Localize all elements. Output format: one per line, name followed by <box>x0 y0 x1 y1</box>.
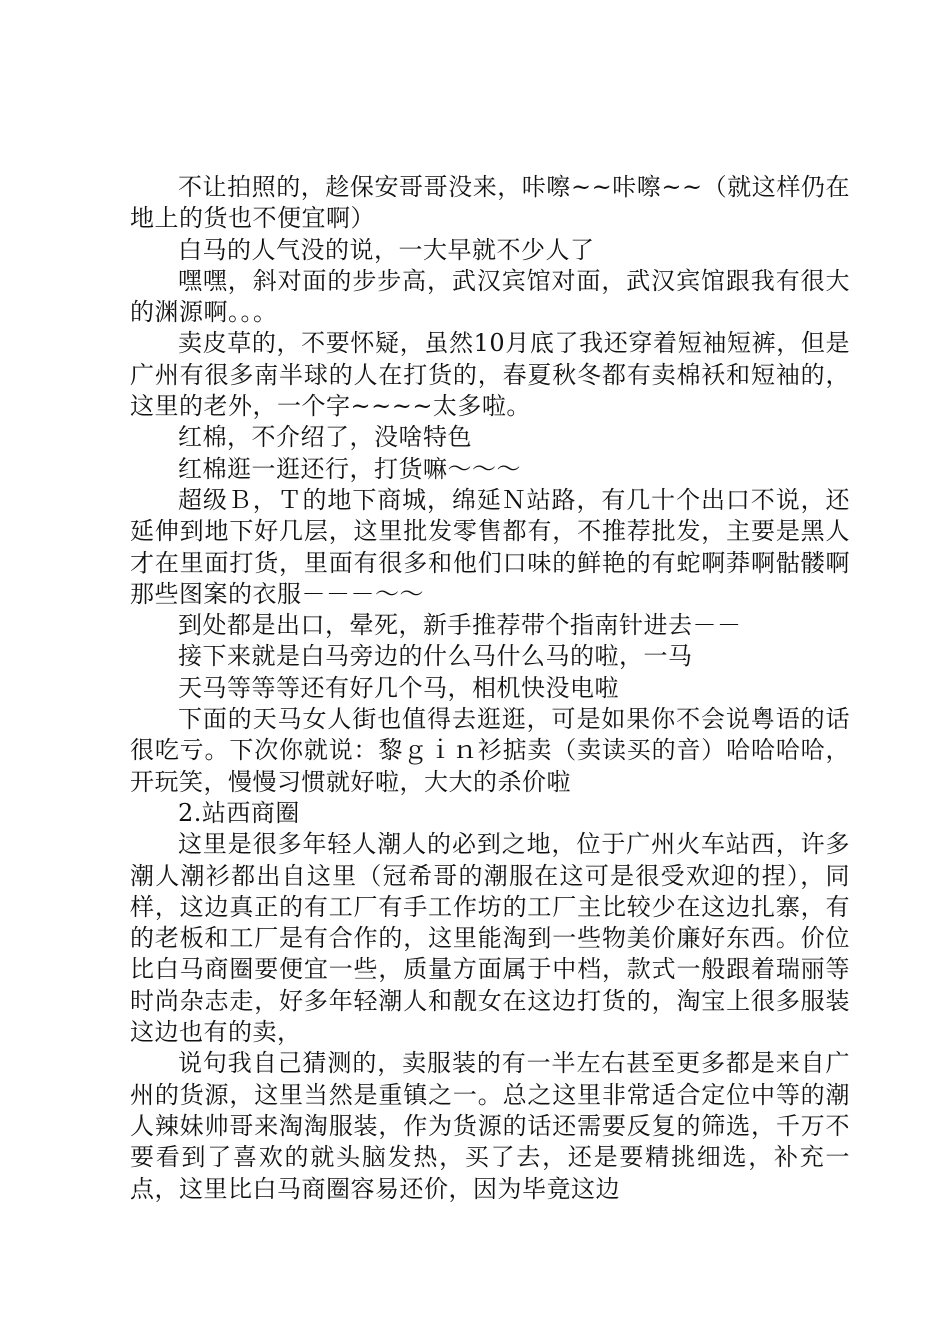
paragraph-hongmian-intro: 红棉，不介绍了，没啥特色 <box>178 423 472 452</box>
paragraph-fur-sellers: 卖皮草的，不要怀疑，虽然10月底了我还穿着短袖短裤，但是广州有很多南半球的人在打货的，春夏秋冬都有卖棉袄和短袖的，这里的老外，一个字~~~~太多啦。 <box>130 329 850 421</box>
section-heading-zhanxi: 2.站西商圈 <box>178 798 300 827</box>
paragraph-hongmian-shopping: 红棉逛一逛还行，打货嘛～～～ <box>178 454 521 483</box>
paragraph-women-street: 下面的天马女人街也值得去逛逛，可是如果你不会说粤语的话很吃亏。下次你就说：黎ｇｉｎ衫掂卖（卖读买的音）哈哈哈哈，开玩笑，慢慢习惯就好啦，大大的杀价啦 <box>130 705 850 796</box>
document-body <box>130 172 850 1205</box>
paragraph-exits: 到处都是出口，晕死，新手推荐带个指南针进去－－ <box>178 611 742 640</box>
paragraph-nearby-malls: 接下来就是白马旁边的什么马什么马的啦，一马 <box>178 642 693 671</box>
paragraph-baima-popularity: 白马的人气没的说，一大早就不少人了 <box>178 235 595 264</box>
paragraph-zhanxi-sources: 说句我自己猜测的，卖服装的有一半左右甚至更多都是来自广州的货源，这里当然是重镇之一。总之这里非常适合定位中等的潮人辣妹帅哥来淘淘服装，作为货源的话还需要反复的筛选，千万不要看到了喜欢的就头脑发热，买了去，还是要精挑细选，补充一点，这里比白马商圈容易还价，因为毕竟这边 <box>130 1049 850 1203</box>
paragraph-tianma: 天马等等等还有好几个马，相机快没电啦 <box>178 673 619 702</box>
paragraph-underground-mall: 超级Ｂ，Ｔ的地下商城，绵延Ｎ站路，有几十个出口不说，还延伸到地下好几层，这里批发零售都有，不推荐批发，主要是黑人才在里面打货，里面有很多和他们口味的鲜艳的有蛇啊莽啊骷髅啊那些图案的衣服－－－～～ <box>130 485 850 608</box>
paragraph-photo-note: 不让拍照的，趁保安哥哥没来，咔嚓~~咔嚓~~（就这样仍在地上的货也不便宜啊） <box>130 173 850 233</box>
paragraph-bubugao: 嘿嘿，斜对面的步步高，武汉宾馆对面，武汉宾馆跟我有很大的渊源啊。。。 <box>130 266 850 327</box>
paragraph-zhanxi-intro: 这里是很多年轻人潮人的必到之地，位于广州火车站西，许多潮人潮衫都出自这里（冠希哥的潮服在这可是很受欢迎的捏），同样，这边真正的有工厂有手工作坊的工厂主比较少在这边扎寨，有的老板和工厂是有合作的，这里能淘到一些物美价廉好东西。价位比白马商圈要便宜一些，质量方面属于中档，款式一般跟着瑞丽等时尚杂志走，好多年轻潮人和靓女在这边打货的，淘宝上很多服装这边也有的卖， <box>130 830 850 1047</box>
